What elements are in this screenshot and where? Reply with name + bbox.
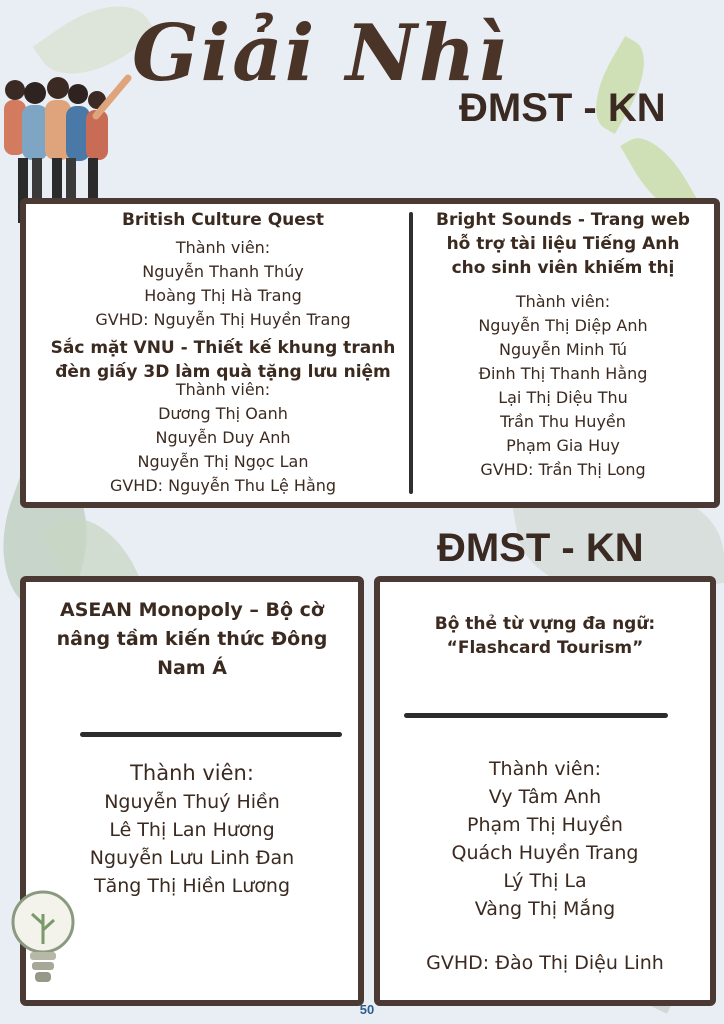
member-name: Vy Tâm Anh: [488, 786, 602, 808]
member-name: Lại Thị Diệu Thu: [498, 388, 628, 407]
member-name: Nguyễn Thị Diệp Anh: [478, 316, 648, 335]
project-column-right: [418, 208, 708, 482]
project-column-asean: [34, 596, 350, 683]
advisor-name: GVHD: Nguyễn Thị Huyền Trang: [95, 310, 351, 329]
member-name: Trần Thu Huyền: [500, 412, 626, 431]
member-name: Phạm Thị Huyền: [467, 814, 623, 836]
project-title: Nam Á: [157, 657, 227, 679]
member-name: Tăng Thị Hiền Lương: [93, 875, 291, 897]
project-title: cho sinh viên khiếm thị: [451, 258, 675, 278]
members-column-flashcard: [388, 755, 702, 977]
members-label: Thành viên:: [515, 292, 611, 311]
project-title: ASEAN Monopoly – Bộ cờ: [60, 599, 324, 621]
section-heading-top: ĐMST - KN: [459, 86, 666, 130]
project-column-left: [42, 208, 404, 498]
advisor-name: GVHD: Đào Thị Diệu Linh: [426, 952, 664, 974]
project-title: đèn giấy 3D làm quà tặng lưu niệm: [55, 362, 391, 382]
member-name: Quách Huyền Trang: [451, 842, 639, 864]
member-name: Đinh Thị Thanh Hằng: [478, 364, 648, 383]
member-name: Nguyễn Thuý Hiền: [104, 791, 280, 813]
section-heading-bottom: ĐMST - KN: [437, 526, 644, 570]
members-label: Thành viên:: [175, 380, 271, 399]
members-label: Thành viên:: [488, 758, 602, 780]
member-name: Hoàng Thị Hà Trang: [144, 286, 302, 305]
project-title: British Culture Quest: [121, 210, 325, 230]
advisor-name: GVHD: Nguyễn Thu Lệ Hằng: [109, 476, 337, 495]
members-column-asean: [34, 758, 350, 900]
member-name: Nguyễn Thanh Thúy: [142, 262, 304, 281]
advisor-name: GVHD: Trần Thị Long: [480, 460, 646, 479]
members-label: Thành viên:: [130, 761, 254, 785]
project-title: Sắc mặt VNU - Thiết kế khung tranh: [50, 338, 396, 358]
project-title: Bộ thẻ từ vựng đa ngữ:: [434, 614, 656, 634]
member-name: Nguyễn Minh Tú: [499, 340, 627, 359]
page-title: Giải Nhì: [132, 8, 510, 99]
project-title: Bright Sounds - Trang web: [436, 210, 690, 230]
column-divider: [409, 212, 413, 494]
project-title: nâng tầm kiến thức Đông: [56, 628, 328, 650]
member-name: Nguyễn Duy Anh: [155, 428, 291, 447]
members-label: Thành viên:: [175, 238, 271, 257]
member-name: Vàng Thị Mắng: [474, 898, 616, 920]
member-name: Lê Thị Lan Hương: [109, 819, 275, 841]
member-name: Lý Thị La: [503, 870, 587, 892]
project-column-flashcard: [388, 612, 702, 660]
member-name: Phạm Gia Huy: [506, 436, 620, 455]
page-number: 50: [359, 1002, 375, 1017]
project-title: “Flashcard Tourism”: [446, 638, 644, 658]
lightbulb-icon: [8, 884, 78, 1004]
member-name: Nguyễn Thị Ngọc Lan: [137, 452, 309, 471]
divider-stroke: [80, 732, 342, 737]
member-name: Nguyễn Lưu Linh Đan: [89, 847, 295, 869]
member-name: Dương Thị Oanh: [158, 404, 288, 423]
divider-stroke: [404, 713, 668, 718]
project-title: hỗ trợ tài liệu Tiếng Anh: [446, 234, 680, 254]
